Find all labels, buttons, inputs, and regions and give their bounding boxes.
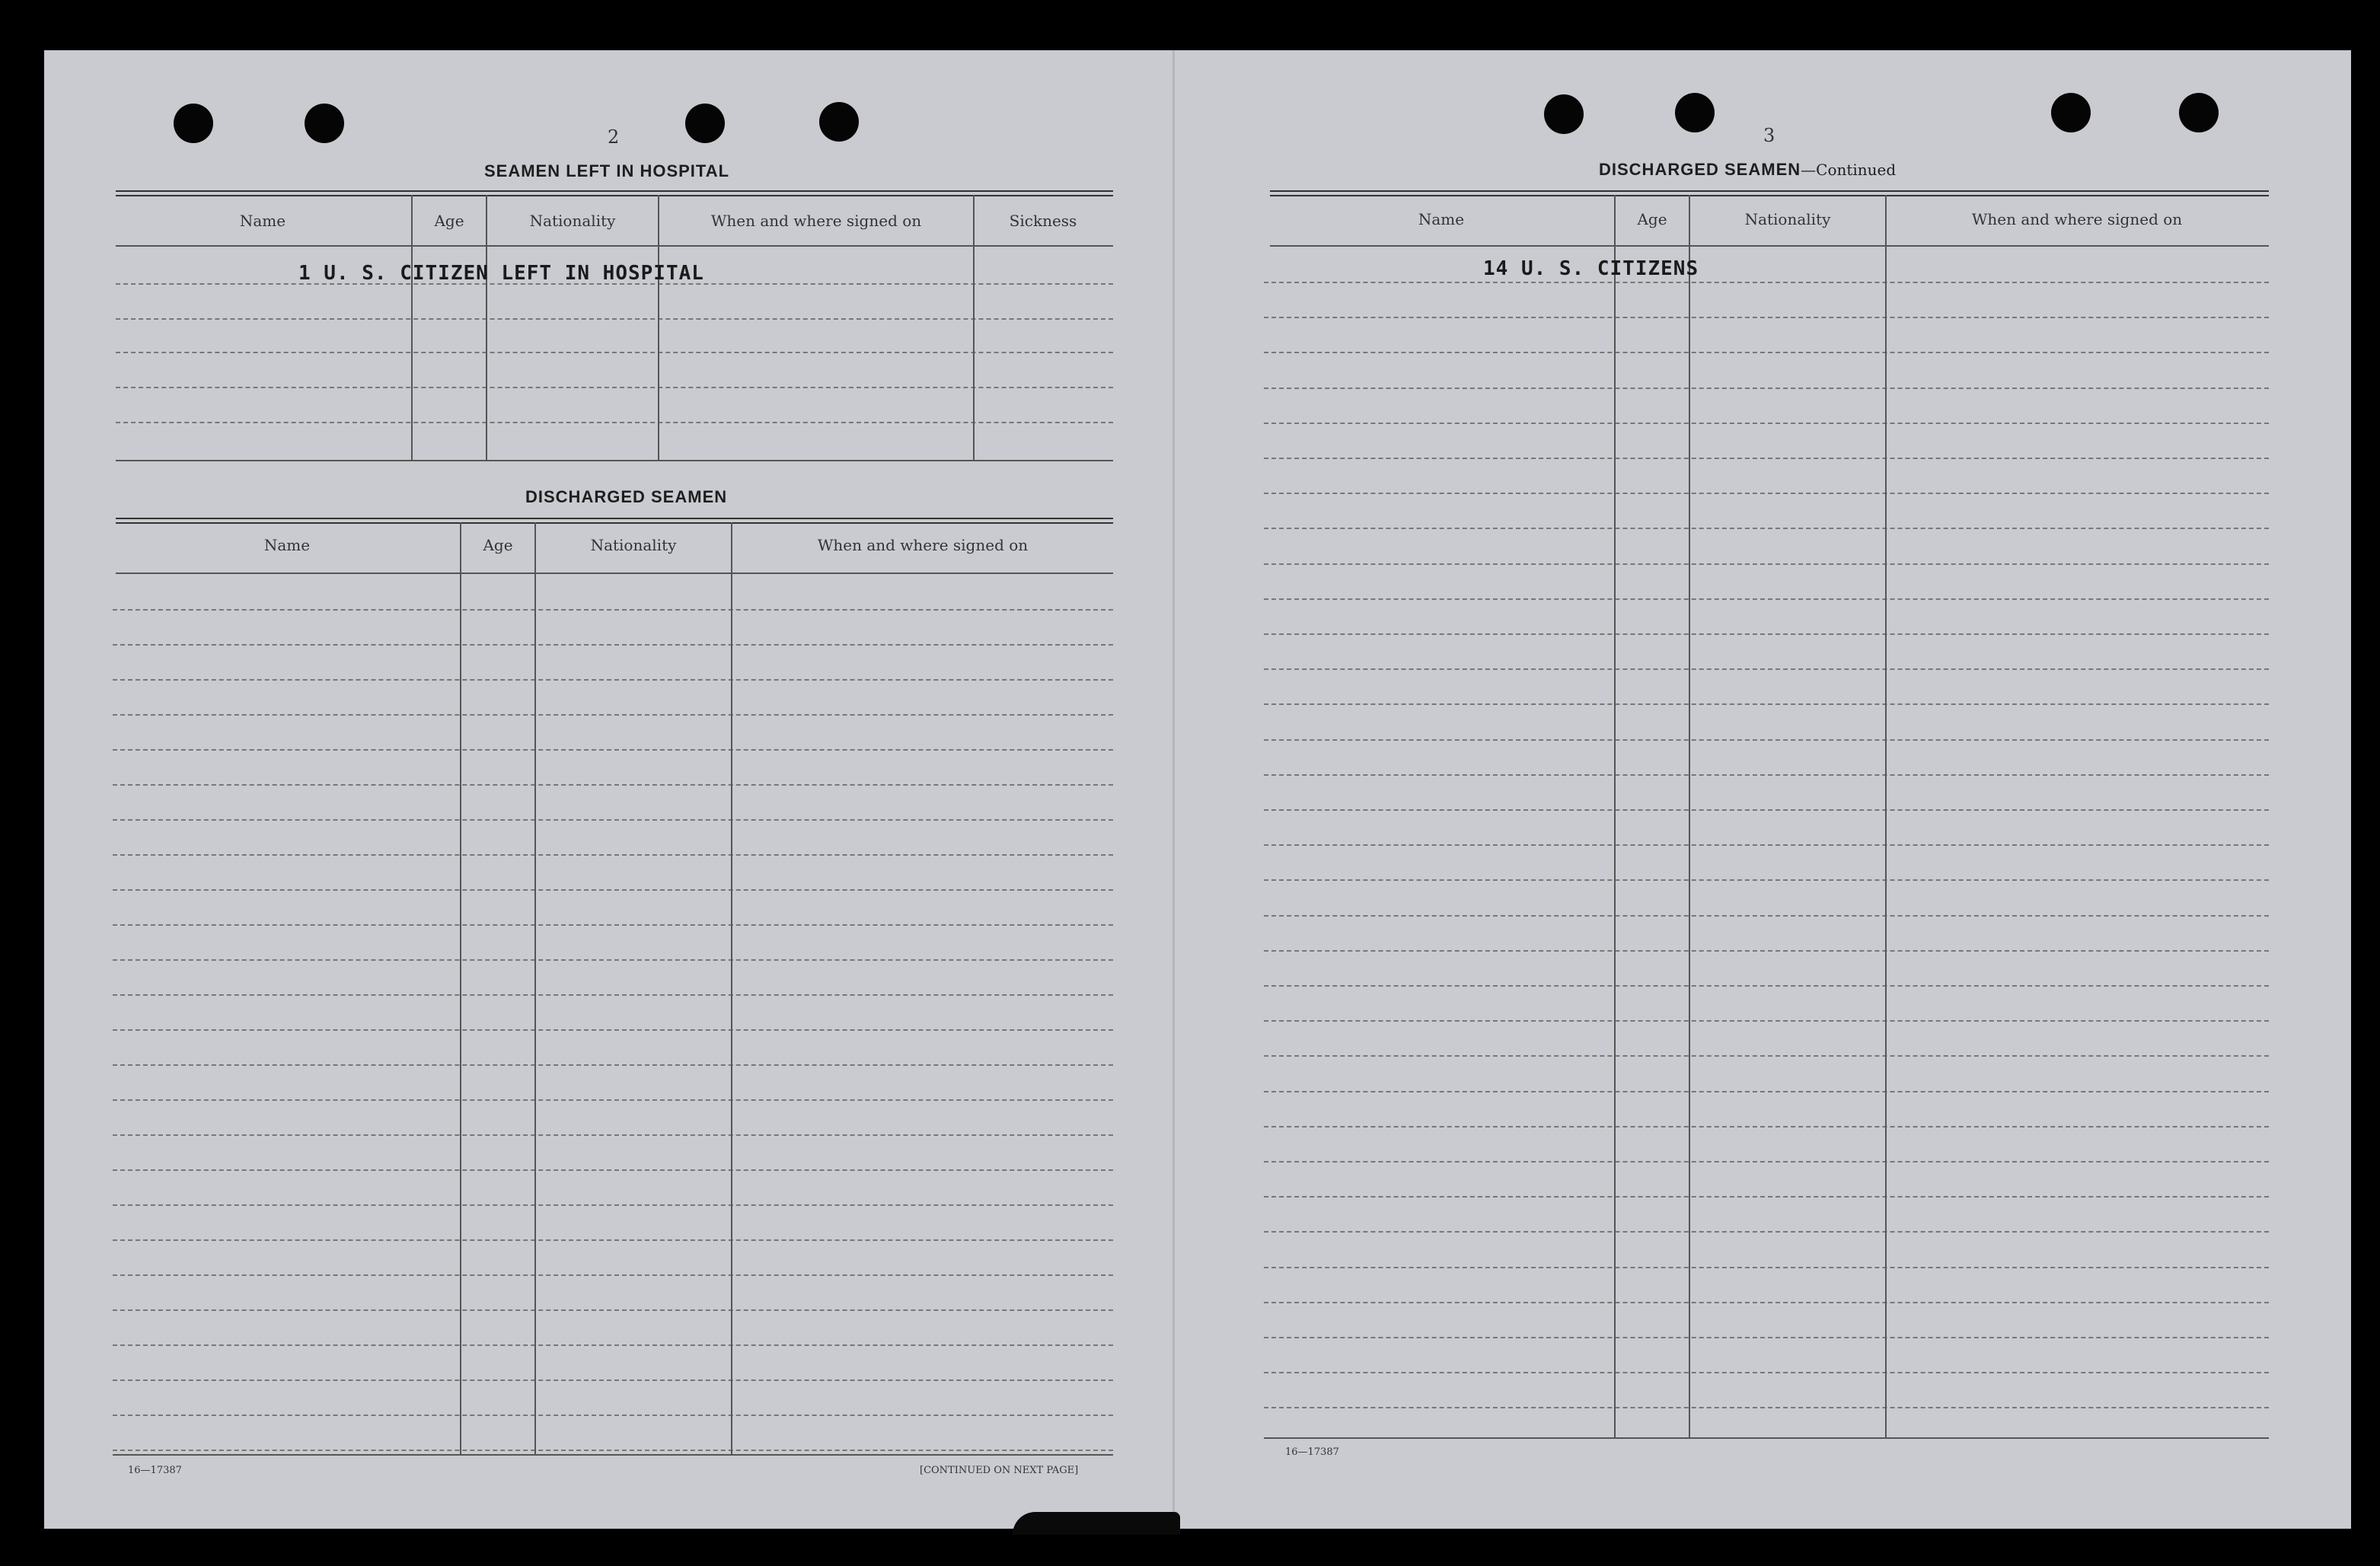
row-rule	[1264, 1196, 2269, 1198]
row-rule	[113, 889, 1113, 891]
row-rule	[1264, 563, 2269, 565]
row-rule	[113, 679, 1113, 681]
discharged-entry: 14 U. S. CITIZENS	[1483, 257, 1699, 280]
discharged-section-title: DISCHARGED SEAMEN	[525, 487, 728, 506]
col-header-name: Name	[1418, 210, 1465, 228]
row-rule	[113, 644, 1113, 646]
row-rule	[113, 784, 1113, 786]
col-header-age: Age	[434, 212, 464, 230]
punch-hole	[1675, 93, 1715, 132]
row-rule	[1264, 458, 2269, 459]
row-rule	[1264, 1231, 2269, 1233]
row-rule	[1264, 809, 2269, 811]
right-table-top-rule	[1270, 190, 2269, 196]
discharged-table-top-rule	[116, 518, 1113, 524]
row-rule	[1264, 985, 2269, 987]
row-rule	[113, 1064, 1113, 1066]
punch-hole	[2179, 93, 2219, 132]
row-rule	[113, 1029, 1113, 1031]
discharged-table-bottom-rule	[113, 1454, 1113, 1456]
row-rule	[116, 387, 1113, 388]
col-header-signed-on: When and where signed on	[1971, 210, 2183, 228]
form-number-right: 16—17387	[1285, 1446, 1339, 1458]
row-rule	[1264, 1337, 2269, 1338]
bottom-tab	[1013, 1512, 1180, 1535]
title-main: DISCHARGED SEAMEN	[1599, 160, 1801, 179]
col-divider	[973, 195, 975, 461]
col-divider	[460, 522, 461, 1456]
col-divider	[731, 522, 732, 1456]
row-rule	[113, 959, 1113, 961]
col-divider	[411, 195, 413, 461]
row-rule	[1264, 1126, 2269, 1127]
hospital-table-top-rule	[116, 190, 1113, 196]
row-rule	[1264, 774, 2269, 776]
row-rule	[1264, 1091, 2269, 1092]
row-rule	[113, 1274, 1113, 1276]
row-rule	[1264, 879, 2269, 881]
title-suffix: —Continued	[1801, 161, 1897, 179]
row-rule	[113, 1169, 1113, 1171]
row-rule	[1264, 1267, 2269, 1268]
page-number-left: 2	[608, 126, 620, 148]
row-rule	[1264, 352, 2269, 353]
row-rule	[113, 1415, 1113, 1416]
row-rule	[1264, 668, 2269, 670]
col-divider	[486, 195, 487, 461]
row-rule	[1264, 317, 2269, 318]
hospital-table-bottom-rule	[116, 460, 1113, 461]
col-header-sickness: Sickness	[1009, 212, 1077, 230]
row-rule	[1264, 703, 2269, 705]
row-rule	[1264, 282, 2269, 283]
col-header-age: Age	[1637, 210, 1667, 228]
row-rule	[113, 1239, 1113, 1241]
punch-hole	[685, 104, 725, 143]
row-rule	[1264, 493, 2269, 494]
row-rule	[1264, 528, 2269, 529]
page-number-right: 3	[1763, 125, 1775, 146]
row-rule	[116, 422, 1113, 423]
punch-hole	[1544, 94, 1584, 134]
row-rule	[1264, 1372, 2269, 1373]
row-rule	[1264, 1161, 2269, 1163]
row-rule	[113, 1134, 1113, 1136]
row-rule	[1264, 915, 2269, 917]
row-rule	[1264, 1020, 2269, 1022]
punch-hole	[2051, 93, 2091, 132]
col-header-nationality: Nationality	[590, 536, 677, 554]
col-header-name: Name	[263, 536, 311, 554]
discharged-continued-title	[1599, 160, 1896, 180]
row-rule	[1264, 950, 2269, 952]
row-rule	[1264, 1407, 2269, 1408]
col-header-signed-on: When and where signed on	[710, 212, 922, 230]
col-divider	[658, 195, 659, 461]
row-rule	[113, 1344, 1113, 1346]
row-rule	[1264, 739, 2269, 741]
punch-hole	[819, 102, 859, 142]
page-fold	[1172, 50, 1175, 1529]
row-rule	[116, 318, 1113, 320]
row-rule	[113, 1099, 1113, 1101]
col-divider	[1689, 195, 1690, 1439]
continued-note: [CONTINUED ON NEXT PAGE]	[920, 1465, 1079, 1476]
col-divider	[534, 522, 536, 1456]
row-rule	[1264, 633, 2269, 635]
row-rule	[113, 1379, 1113, 1381]
row-rule	[1264, 1055, 2269, 1057]
header-rule	[116, 245, 1113, 247]
row-rule	[113, 609, 1113, 611]
col-header-nationality: Nationality	[529, 212, 616, 230]
col-header-nationality: Nationality	[1744, 210, 1831, 228]
row-rule	[113, 994, 1113, 996]
col-divider	[1614, 195, 1616, 1439]
punch-hole	[305, 104, 344, 143]
hospital-section-title: SEAMEN LEFT IN HOSPITAL	[484, 161, 730, 180]
row-rule	[113, 1204, 1113, 1206]
form-number-left: 16—17387	[128, 1465, 182, 1476]
row-rule	[1264, 388, 2269, 389]
row-rule	[113, 749, 1113, 751]
col-header-signed-on: When and where signed on	[817, 536, 1029, 554]
row-rule	[116, 352, 1113, 353]
punch-hole	[174, 104, 213, 143]
row-rule	[1264, 844, 2269, 846]
col-header-age: Age	[483, 536, 513, 554]
col-divider	[1885, 195, 1887, 1439]
header-rule	[1270, 245, 2269, 247]
header-rule	[116, 572, 1113, 574]
row-rule	[1264, 1302, 2269, 1303]
row-rule	[1264, 598, 2269, 600]
right-table-bottom-rule	[1264, 1437, 2269, 1439]
row-rule	[113, 854, 1113, 856]
row-rule	[113, 714, 1113, 716]
row-rule	[113, 819, 1113, 821]
col-header-name: Name	[239, 212, 286, 230]
row-rule	[113, 924, 1113, 926]
row-rule	[1264, 423, 2269, 424]
row-rule	[113, 1309, 1113, 1311]
row-rule	[113, 1450, 1113, 1451]
hospital-entry: 1 U. S. CITIZEN LEFT IN HOSPITAL	[298, 262, 704, 285]
